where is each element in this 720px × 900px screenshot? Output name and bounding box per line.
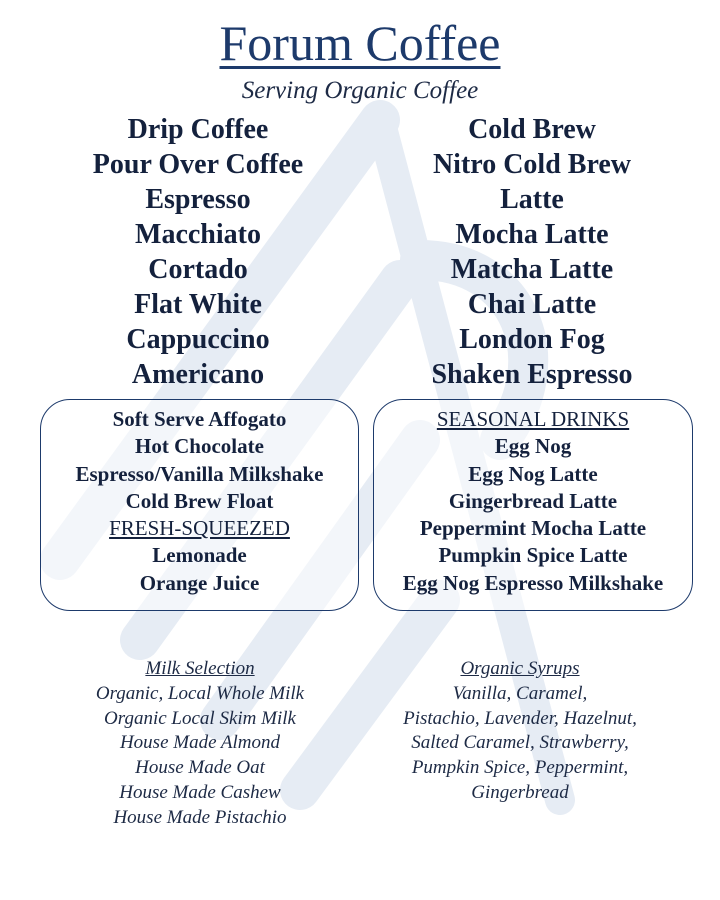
menu-item: Americano <box>131 359 265 390</box>
menu-item: Cappuccino <box>126 324 270 355</box>
menu-item: Macchiato <box>135 219 261 250</box>
menu-right-column <box>372 112 692 392</box>
milk-selection <box>40 657 360 831</box>
milk-option: House Made Cashew <box>119 781 281 803</box>
seasonal-box <box>373 399 693 611</box>
menu-item: Cold Brew Float <box>125 488 274 513</box>
menu-item: Flat White <box>134 289 262 320</box>
menu-item: Cortado <box>148 254 248 285</box>
menu-item: Egg Nog Latte <box>468 461 598 486</box>
menu-left-column <box>38 112 358 392</box>
section-heading: Milk Selection <box>145 658 255 679</box>
organic-syrups <box>360 657 680 806</box>
menu-item: Cold Brew <box>468 114 596 145</box>
milk-option: House Made Almond <box>119 732 281 754</box>
menu-item: Matcha Latte <box>450 254 614 285</box>
menu-item: Pour Over Coffee <box>92 149 304 180</box>
menu-item: Nitro Cold Brew <box>432 149 632 180</box>
menu-item: Egg Nog <box>494 434 572 459</box>
menu-item: Chai Latte <box>467 289 597 320</box>
menu-item: Latte <box>500 184 564 215</box>
menu-item: Hot Chocolate <box>135 434 264 459</box>
page-title <box>0 14 720 72</box>
section-heading: SEASONAL DRINKS <box>436 407 630 431</box>
milk-option: Organic Local Skim Milk <box>104 707 296 729</box>
milk-option: House Made Oat <box>135 757 265 779</box>
title-text: Forum Coffee <box>219 15 501 71</box>
menu-item: London Fog <box>459 324 605 355</box>
subtitle: Serving Organic Coffee <box>241 77 479 104</box>
milk-option: Organic, Local Whole Milk <box>95 682 305 704</box>
menu-item: Lemonade <box>152 543 247 568</box>
syrup-line: Gingerbread <box>471 781 569 803</box>
syrup-line: Salted Caramel, Strawberry, <box>411 732 629 754</box>
syrup-line: Pumpkin Spice, Peppermint, <box>411 757 629 779</box>
menu-item: Soft Serve Affogato <box>112 407 287 431</box>
syrup-line: Pistachio, Lavender, Hazelnut, <box>403 707 637 729</box>
menu-item: Orange Juice <box>139 570 260 595</box>
menu-item: Egg Nog Espresso Milkshake <box>402 570 664 595</box>
menu-item: Gingerbread Latte <box>448 488 618 513</box>
specialty-box <box>40 399 359 611</box>
menu-item: Espresso <box>145 184 251 215</box>
menu-item: Drip Coffee <box>127 114 269 145</box>
section-heading: FRESH-SQUEEZED <box>109 516 290 541</box>
menu-item: Espresso/Vanilla Milkshake <box>75 461 324 486</box>
menu-item: Mocha Latte <box>455 219 609 250</box>
milk-option: House Made Pistachio <box>113 806 287 828</box>
syrup-line: Vanilla, Caramel, <box>452 682 588 704</box>
menu-item: Shaken Espresso <box>431 359 633 390</box>
menu-item: Pumpkin Spice Latte <box>438 543 628 568</box>
section-heading: Organic Syrups <box>460 658 580 679</box>
menu-item: Peppermint Mocha Latte <box>419 516 647 541</box>
